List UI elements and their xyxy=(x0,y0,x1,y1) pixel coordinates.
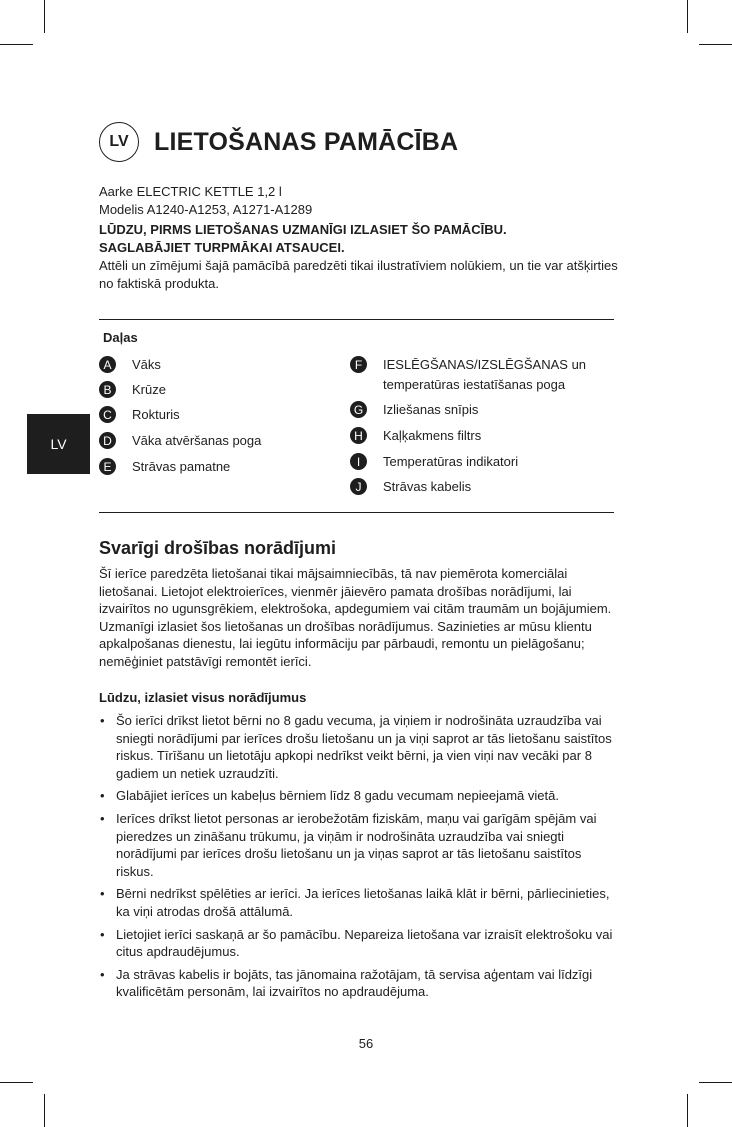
part-label: Kaļķakmens filtrs xyxy=(383,428,482,443)
page-title: LIETOŠANAS PAMĀCĪBA xyxy=(154,128,459,156)
product-name: Aarke ELECTRIC KETTLE 1,2 l xyxy=(99,184,282,199)
part-label: Rokturis xyxy=(132,407,180,422)
part-h xyxy=(350,426,481,446)
part-b xyxy=(99,380,166,400)
part-letter-badge: F xyxy=(350,356,367,373)
safety-title: Svarīgi drošības norādījumi xyxy=(99,538,337,558)
disclaimer: Attēli un zīmējumi šajā pamācībā paredzēti tikai ilustratīviem nolūkiem, un tie var atšķirties no faktiskā produkta. xyxy=(99,258,618,291)
part-label-line-2: temperatūras iestatīšanas poga xyxy=(383,377,566,392)
warning-line-2: SAGLABĀJIET TURPMĀKAI ATSAUCEI. xyxy=(99,240,345,255)
part-label-line-1: IESLĒGŠANAS/IZSLĒGŠANAS un xyxy=(383,357,587,372)
part-letter-badge: D xyxy=(99,432,116,449)
parts-heading: Daļas xyxy=(103,330,138,345)
part-label: Strāvas kabelis xyxy=(383,479,472,494)
part-d xyxy=(99,431,261,451)
part-i xyxy=(350,452,518,472)
part-a xyxy=(99,355,161,375)
part-label: Strāvas pamatne xyxy=(132,459,231,474)
language-badge: LV xyxy=(99,122,139,162)
part-letter-badge: B xyxy=(99,381,116,398)
divider-bottom xyxy=(99,512,614,513)
part-g xyxy=(350,400,478,420)
safety-bullet: • Glabājiet ierīces un kabeļus bērniem līdz 8 gadu vecumam nepieejamā vietā. xyxy=(99,787,619,805)
part-label: Vāks xyxy=(132,357,161,372)
crop-mark xyxy=(44,0,45,33)
crop-mark xyxy=(687,0,688,33)
part-letter-badge: G xyxy=(350,401,367,418)
safety-bullet: • Ja strāvas kabelis ir bojāts, tas jānomaina ražotājam, tā servisa aģentam vai līdzīgi kvalificētām personām, lai izvairītos no apdraudējuma. xyxy=(99,966,619,1001)
part-j xyxy=(350,477,471,497)
crop-mark xyxy=(699,44,732,45)
safety-bullet-list xyxy=(99,712,619,1006)
part-letter-badge: E xyxy=(99,458,116,475)
intro-block xyxy=(99,183,619,293)
page-number: 56 xyxy=(358,1036,374,1051)
safety-body: Šī ierīce paredzēta lietošanai tikai mājsaimniecībās, tā nav piemērota komerciālai lietošanai. Lietojot elektroierīces, vienmēr jāievēro pamata drošības norādījumi, lai izvairītos no ugunsgrēkiem, elektrošoka, apdegumiem vai citām traumām un bojājumiem. Uzmanīgi izlasiet šos lietošanas un drošības norādījumus. Sazinieties ar mūsu klientu apkalpošanas dienestu, lai iegūtu informāciju par pārbaudi, remontu un pielāgošanu; nemēģiniet patstāvīgi remontēt ierīci. xyxy=(99,566,612,669)
safety-bullet: • Lietojiet ierīci saskaņā ar šo pamācību. Nepareiza lietošana var izraisīt elektrošoku vai citus apdraudējumus. xyxy=(99,926,619,961)
part-letter-badge: C xyxy=(99,406,116,423)
safety-bullet: • Ierīces drīkst lietot personas ar ierobežotām fiziskām, maņu vai garīgām spējām vai pieredzes un zināšanu trūkumu, ja viņām ir nodrošināta uzraudzība vai sniegti norādījumi par ierīces drošu lietošanu un ja viņas saprot ar tās lietošanu saistītos riskus. xyxy=(99,810,619,880)
part-label xyxy=(383,355,586,395)
part-e xyxy=(99,457,230,477)
divider-top xyxy=(99,319,614,320)
instructions-subheading: Lūdzu, izlasiet visus norādījumus xyxy=(99,690,307,705)
crop-mark xyxy=(0,1082,33,1083)
warning-line-1: LŪDZU, PIRMS LIETOŠANAS UZMANĪGI IZLASIET ŠO PAMĀCĪBU. xyxy=(99,222,507,237)
part-c xyxy=(99,405,180,425)
part-label: Vāka atvēršanas poga xyxy=(132,433,262,448)
part-label: Temperatūras indikatori xyxy=(383,454,519,469)
part-letter-badge: I xyxy=(350,453,367,470)
safety-bullet: • Šo ierīci drīkst lietot bērni no 8 gadu vecuma, ja viņiem ir nodrošināta uzraudzība vai sniegti norādījumi par ierīces drošu lietošanu un ja viņi saprot ar tās lietošanu saistītos riskus. Tīrīšanu un lietotāju apkopi nedrīkst veikt bērni, ja vien viņi nav vecāki par 8 gadiem un netiek uzraudzīti. xyxy=(99,712,619,782)
crop-mark xyxy=(699,1082,732,1083)
part-letter-badge: A xyxy=(99,356,116,373)
model-numbers: Modelis A1240-A1253, A1271-A1289 xyxy=(99,202,313,217)
crop-mark xyxy=(44,1094,45,1127)
part-letter-badge: H xyxy=(350,427,367,444)
safety-bullet: • Bērni nedrīkst spēlēties ar ierīci. Ja ierīces lietošanas laikā klāt ir bērni, pārliecinieties, ka viņi atrodas drošā attālumā. xyxy=(99,885,619,920)
part-letter-badge: J xyxy=(350,478,367,495)
part-label: Izliešanas snīpis xyxy=(383,402,479,417)
language-side-tab: LV xyxy=(27,414,90,474)
part-f xyxy=(350,355,586,395)
part-label: Krūze xyxy=(132,382,166,397)
crop-mark xyxy=(687,1094,688,1127)
crop-mark xyxy=(0,44,33,45)
